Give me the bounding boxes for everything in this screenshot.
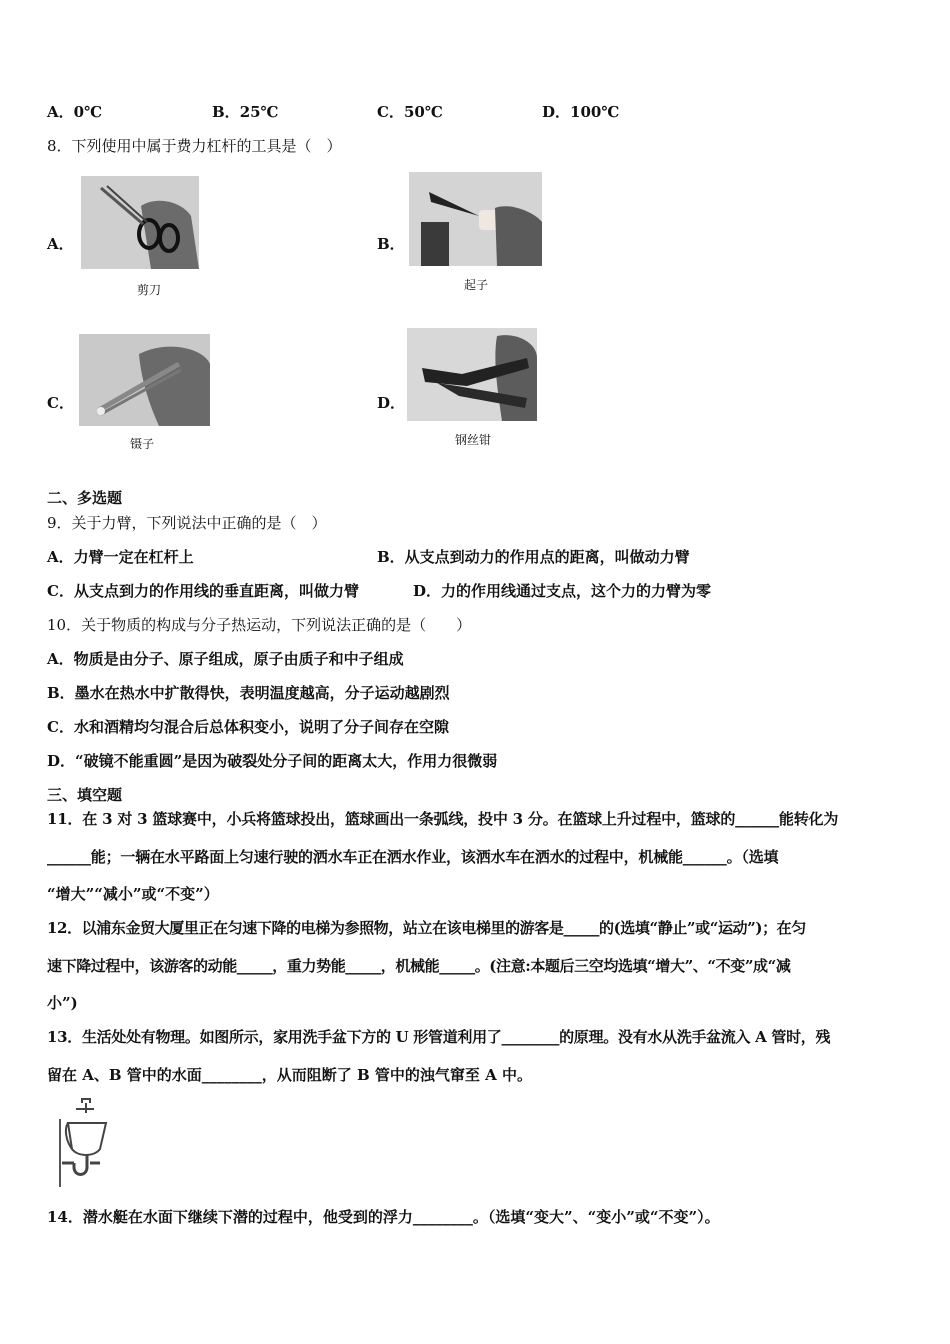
q8-option-d-label: D． bbox=[377, 394, 406, 412]
q8-option-c-caption: 镊子 bbox=[130, 437, 155, 451]
q9-stem: 9．关于力臂，下列说法中正确的是（ ） bbox=[47, 514, 327, 532]
q14-text: 14．潜水艇在水面下继续下潜的过程中，他受到的浮力________。（选填“变大”、“变小”或“不变”）。 bbox=[47, 1208, 720, 1226]
pliers-photo bbox=[407, 328, 537, 421]
q8-stem: 8．下列使用中属于费力杠杆的工具是（ ） bbox=[47, 137, 342, 155]
q11-line-1: 11．在 3 对 3 篮球赛中，小兵将篮球投出，篮球画出一条弧线，投中 3 分。在篮球上升过程中，篮球的______能转化为 bbox=[47, 810, 839, 828]
q9-option-c: C．从支点到力的作用线的垂直距离，叫做力臂 bbox=[47, 582, 359, 600]
q10-option-c: C．水和酒精均匀混合后总体积变小，说明了分子间存在空隙 bbox=[47, 718, 449, 736]
tweezers-photo bbox=[79, 334, 210, 426]
q9-option-b: B．从支点到动力的作用点的距离，叫做动力臂 bbox=[377, 548, 690, 566]
q10-option-d: D．“破镜不能重圆”是因为破裂处分子间的距离太大，作用力很微弱 bbox=[47, 752, 498, 770]
q12-line-3: 小”) bbox=[47, 994, 78, 1012]
q8-option-a-label: A． bbox=[47, 235, 74, 253]
washbasin-u-pipe-figure bbox=[54, 1097, 116, 1187]
q8-option-b-label: B． bbox=[377, 235, 405, 253]
q12-line-1: 12．以浦东金贸大厦里正在匀速下降的电梯为参照物，站立在该电梯里的游客是_____的(选填“静止”或“运动”)；在匀 bbox=[47, 919, 806, 937]
q8-option-a-caption: 剪刀 bbox=[137, 283, 162, 297]
q10-option-b: B．墨水在热水中扩散得快，表明温度越高，分子运动越剧烈 bbox=[47, 684, 450, 702]
q9-option-d: D．力的作用线通过支点，这个力的力臂为零 bbox=[413, 582, 712, 600]
q7-option-d: D．100℃ bbox=[542, 103, 620, 121]
q10-stem: 10．关于物质的构成与分子热运动，下列说法正确的是（ ） bbox=[47, 616, 472, 634]
q7-option-a: A．0℃ bbox=[47, 103, 103, 121]
section-multiple-choice-title: 二、多选题 bbox=[47, 489, 123, 507]
section-fill-blank-title: 三、填空题 bbox=[47, 786, 123, 804]
q13-line-2: 留在 A、B 管中的水面________，从而阻断了 B 管中的浊气窜至 A 中。 bbox=[47, 1066, 532, 1084]
scissors-photo bbox=[81, 176, 199, 269]
q7-option-b: B．25℃ bbox=[212, 103, 279, 121]
q11-line-3: “增大”“减小”或“不变”） bbox=[47, 885, 219, 903]
q7-option-c: C．50℃ bbox=[377, 103, 443, 121]
q9-option-a: A．力臂一定在杠杆上 bbox=[47, 548, 194, 566]
q13-line-1: 13．生活处处有物理。如图所示，家用洗手盆下方的 U 形管道利用了________的原理。没有水从洗手盆流入 A 管时，残 bbox=[47, 1028, 831, 1046]
q11-line-2: ______能；一辆在水平路面上匀速行驶的洒水车正在洒水作业，该洒水车在洒水的过程中，机械能______。（选填 bbox=[47, 848, 779, 866]
q8-option-c-label: C． bbox=[47, 394, 74, 412]
bottle-opener-photo bbox=[409, 172, 542, 266]
q8-option-b-caption: 起子 bbox=[464, 278, 489, 292]
q12-line-2: 速下降过程中，该游客的动能_____，重力势能_____，机械能_____。(注意:本题后三空均选填“增大”、“不变”成“减 bbox=[47, 957, 791, 975]
q10-option-a: A．物质是由分子、原子组成，原子由质子和中子组成 bbox=[47, 650, 404, 668]
q8-option-d-caption: 钢丝钳 bbox=[455, 433, 492, 447]
